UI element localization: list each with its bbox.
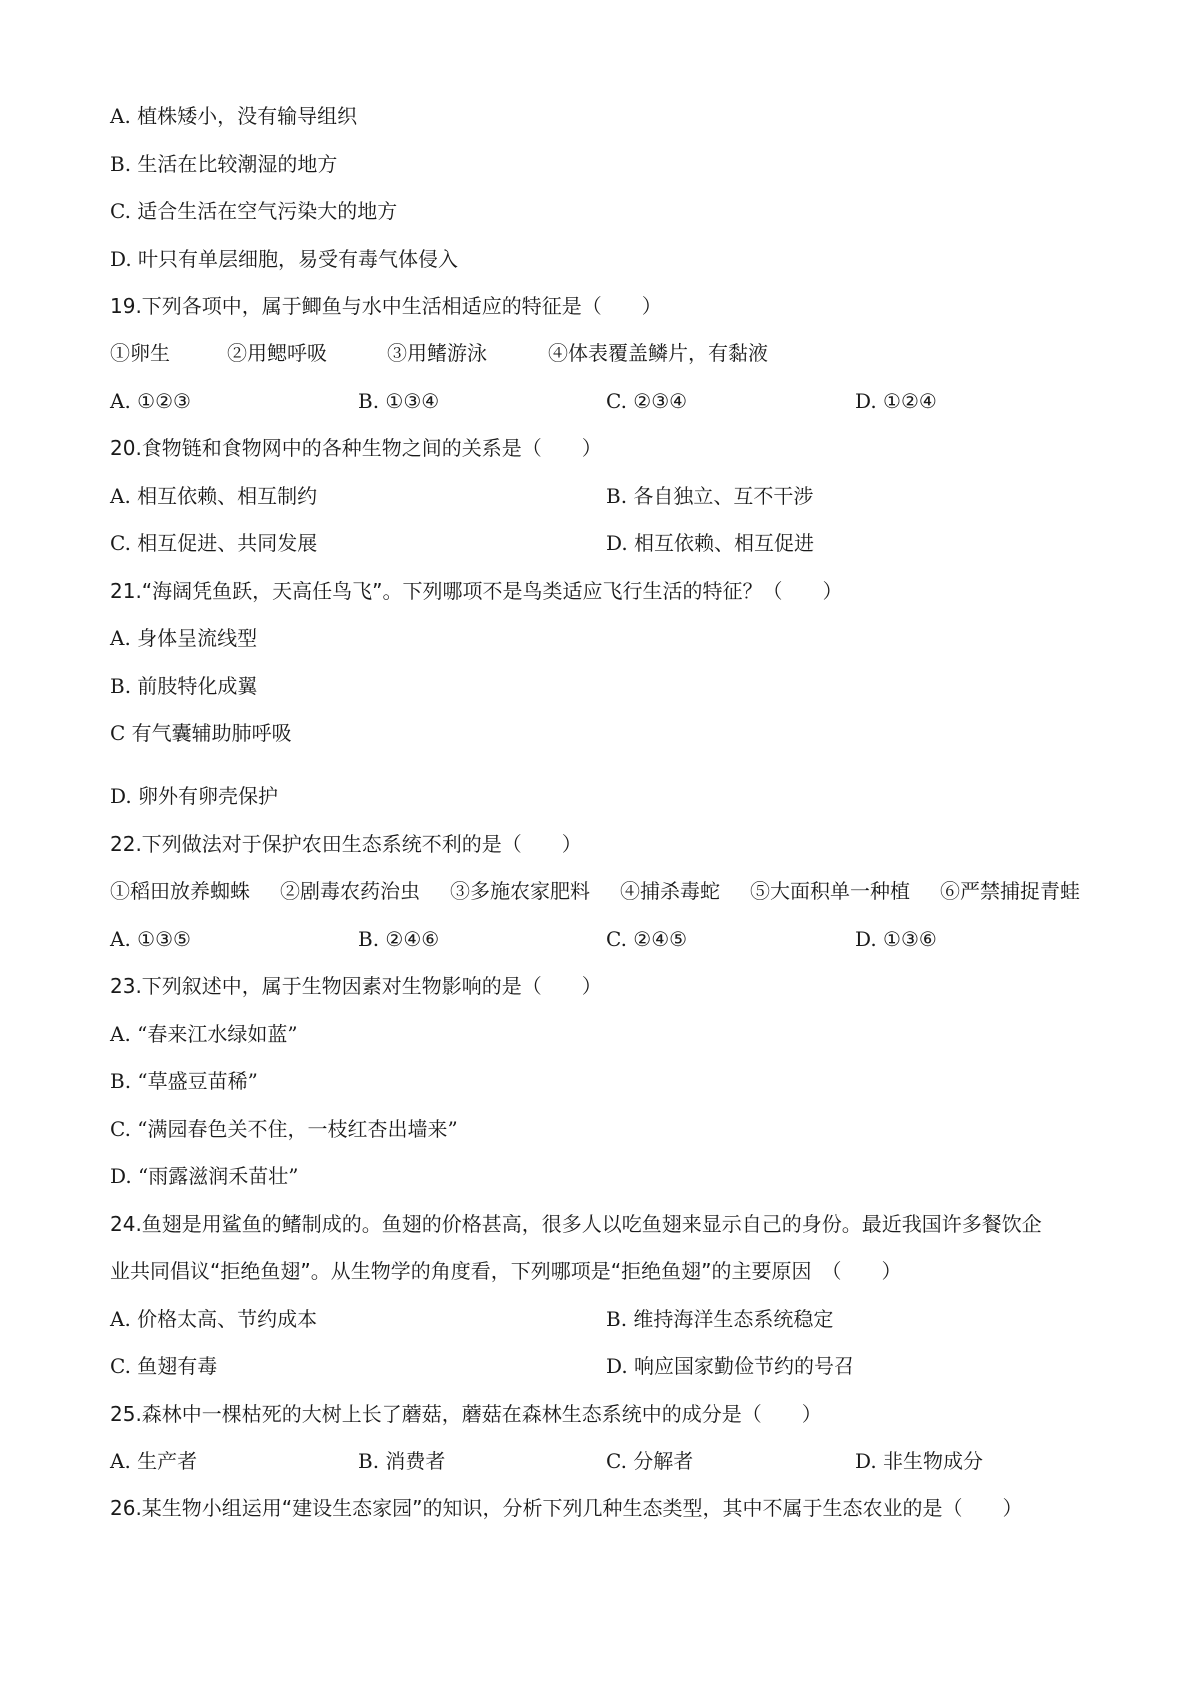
q22-item-2: ②剧毒农药治虫	[280, 879, 420, 903]
q20-options-row-2	[0, 529, 1200, 569]
q25-option-c: C. 分解者	[606, 1449, 694, 1473]
q23-stem-row	[0, 972, 1200, 1012]
q23-option-d-row	[0, 1162, 1200, 1202]
q22-option-b: B. ②④⑥	[358, 927, 440, 951]
q18-option-c-row	[0, 197, 1200, 237]
q22-items-row	[0, 877, 1200, 917]
q25-option-b: B. 消费者	[358, 1449, 446, 1473]
q26-stem: 26.某生物小组运用“建设生态家园”的知识，分析下列几种生态类型，其中不属于生态农业的是（ ）	[110, 1496, 1023, 1520]
q20-stem: 20.食物链和食物网中的各种生物之间的关系是（ ）	[110, 436, 602, 460]
q19-stem-row	[0, 292, 1200, 332]
q22-option-d: D. ①③⑥	[855, 927, 937, 951]
q21-option-c-row	[0, 719, 1200, 759]
q18-option-a-row	[0, 102, 1200, 142]
q25-stem: 25.森林中一棵枯死的大树上长了蘑菇，蘑菇在森林生态系统中的成分是（ ）	[110, 1402, 822, 1426]
q21-option-b: B. 前肢特化成翼	[110, 674, 258, 698]
q23-option-c-row	[0, 1115, 1200, 1155]
q22-item-5: ⑤大面积单一种植	[750, 879, 910, 903]
q23-option-b: B. “草盛豆苗稀”	[110, 1069, 258, 1093]
q23-option-a-row	[0, 1020, 1200, 1060]
q20-option-c: C. 相互促进、共同发展	[110, 531, 318, 555]
q24-options-row-2	[0, 1352, 1200, 1392]
q21-option-c: C 有气囊辅助肺呼吸	[110, 721, 292, 745]
q24-option-c: C. 鱼翅有毒	[110, 1354, 218, 1378]
q20-option-d: D. 相互依赖、相互促进	[606, 531, 815, 555]
q19-items-row	[0, 339, 1200, 379]
q20-option-a: A. 相互依赖、相互制约	[110, 484, 318, 508]
q20-options-row-1	[0, 482, 1200, 522]
q26-stem-row	[0, 1494, 1200, 1534]
q21-option-a: A. 身体呈流线型	[110, 626, 258, 650]
q21-option-d: D. 卵外有卵壳保护	[110, 784, 279, 808]
q18-option-c: C. 适合生活在空气污染大的地方	[110, 199, 398, 223]
q23-option-d: D. “雨露滋润禾苗壮”	[110, 1164, 299, 1188]
q24-stem-row-2	[0, 1257, 1200, 1297]
q21-option-a-row	[0, 624, 1200, 664]
q22-option-a: A. ①③⑤	[110, 927, 191, 951]
q22-options-row	[0, 925, 1200, 965]
q22-item-1: ①稻田放养蜘蛛	[110, 879, 250, 903]
q25-stem-row	[0, 1400, 1200, 1440]
q19-item-1: ①卵生	[110, 341, 170, 365]
q22-item-3: ③多施农家肥料	[450, 879, 590, 903]
q19-item-3: ③用鳍游泳	[387, 341, 487, 365]
q20-option-b: B. 各自独立、互不干涉	[606, 484, 814, 508]
q24-stem-line-2: 业共同倡议“拒绝鱼翅”。从生物学的角度看，下列哪项是“拒绝鱼翅”的主要原因 （ ）	[110, 1259, 902, 1283]
q21-option-d-row	[0, 782, 1200, 822]
q24-option-a: A. 价格太高、节约成本	[110, 1307, 318, 1331]
q21-stem-row	[0, 577, 1200, 617]
q18-option-d: D. 叶只有单层细胞，易受有毒气体侵入	[110, 247, 459, 271]
q19-option-c: C. ②③④	[606, 389, 688, 413]
q22-option-c: C. ②④⑤	[606, 927, 688, 951]
q24-option-b: B. 维持海洋生态系统稳定	[606, 1307, 834, 1331]
q19-stem: 19.下列各项中，属于鲫鱼与水中生活相适应的特征是（ ）	[110, 294, 662, 318]
q19-options-row	[0, 387, 1200, 427]
q23-option-a: A. “春来江水绿如蓝”	[110, 1022, 298, 1046]
q24-stem-line-1: 24.鱼翅是用鲨鱼的鳍制成的。鱼翅的价格甚高，很多人以吃鱼翅来显示自己的身份。最近我国许多餐饮企	[110, 1212, 1042, 1236]
q24-options-row-1	[0, 1305, 1200, 1345]
q19-item-4: ④体表覆盖鳞片，有黏液	[548, 341, 768, 365]
q19-option-d: D. ①②④	[855, 389, 937, 413]
q18-option-a: A. 植株矮小，没有输导组织	[110, 104, 358, 128]
q22-stem-row	[0, 830, 1200, 870]
q21-option-b-row	[0, 672, 1200, 712]
q24-option-d: D. 响应国家勤俭节约的号召	[606, 1354, 855, 1378]
q22-item-4: ④捕杀毒蛇	[620, 879, 720, 903]
q25-option-d: D. 非生物成分	[855, 1449, 984, 1473]
q23-option-c: C. “满园春色关不住，一枝红杏出墙来”	[110, 1117, 458, 1141]
q18-option-b-row	[0, 150, 1200, 190]
q19-item-2: ②用鳃呼吸	[227, 341, 327, 365]
q24-stem-row-1	[0, 1210, 1200, 1250]
q19-option-b: B. ①③④	[358, 389, 440, 413]
q23-stem: 23.下列叙述中，属于生物因素对生物影响的是（ ）	[110, 974, 602, 998]
q19-option-a: A. ①②③	[110, 389, 191, 413]
q21-stem: 21.“海阔凭鱼跃，天高任鸟飞”。下列哪项不是鸟类适应飞行生活的特征？（ ）	[110, 579, 843, 603]
q23-option-b-row	[0, 1067, 1200, 1107]
q22-item-6: ⑥严禁捕捉青蛙	[940, 879, 1080, 903]
q25-option-a: A. 生产者	[110, 1449, 198, 1473]
q22-stem: 22.下列做法对于保护农田生态系统不利的是（ ）	[110, 832, 582, 856]
q18-option-b: B. 生活在比较潮湿的地方	[110, 152, 338, 176]
q25-options-row	[0, 1447, 1200, 1487]
q20-stem-row	[0, 434, 1200, 474]
q18-option-d-row	[0, 245, 1200, 285]
